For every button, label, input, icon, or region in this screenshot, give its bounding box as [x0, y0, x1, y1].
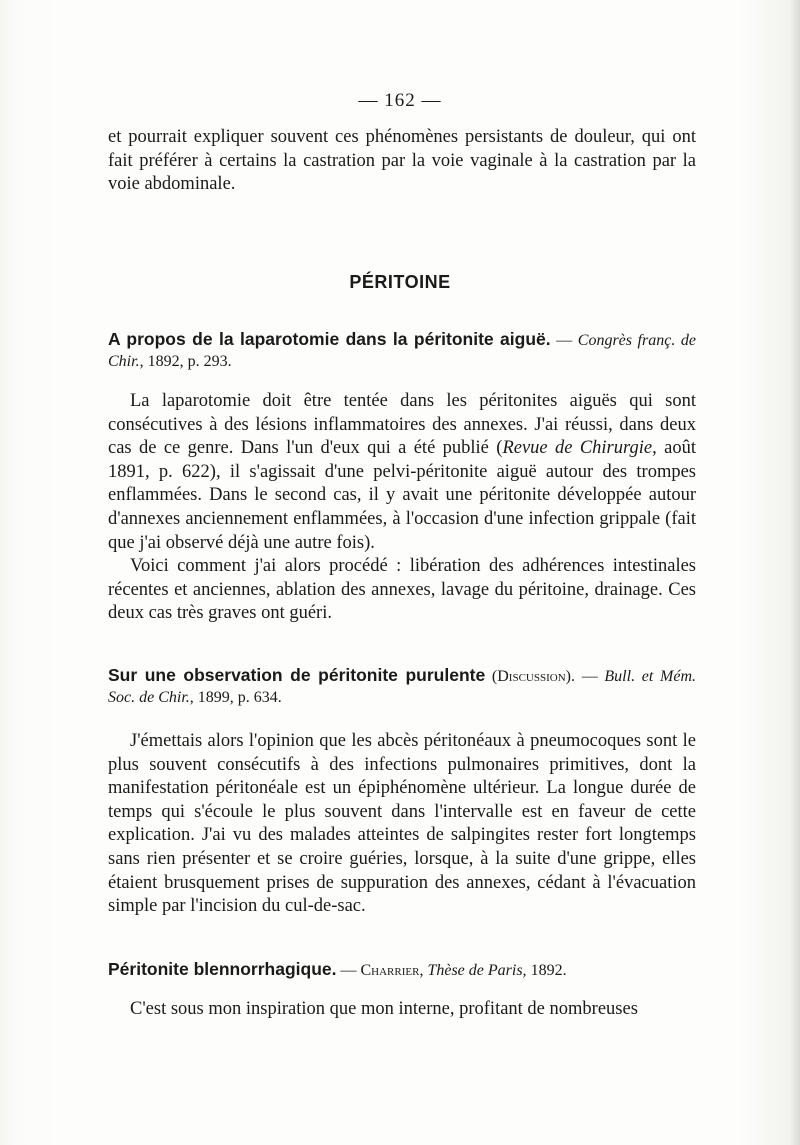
article1-paragraph1-end: , août 1891, p. 622), il s'agissait d'une pelvi-péritonite aiguë autour des trompes enflammées. Dans le second cas, il y avait une péritonite développée autour d'annexes anciennement enflammées, à l'occasion d'une infection grippale (fait que j'ai observé déjà une autre fois). — [108, 438, 696, 553]
article1-paragraph1 — [108, 390, 696, 555]
article3-author: Charrier, — [360, 962, 424, 979]
article2-dash: — — [574, 668, 605, 685]
intro-paragraph-block — [108, 126, 696, 197]
article1-body — [108, 390, 696, 626]
section-title: PÉRITOINE — [349, 272, 451, 292]
article3-reference: 1892. — [526, 962, 567, 979]
intro-paragraph: et pourrait expliquer souvent ces phénomènes persistants de douleur, qui ont fait préférer à certains la castration par la voie vaginale à la castration par la voie abdominale. — [108, 127, 696, 195]
article3-source: Thèse de Paris, — [423, 962, 527, 979]
article1-paragraph2: Voici comment j'ai alors procédé : libération des adhérences intestinales récentes et anciennes, ablation des annexes, lavage du péritoine, drainage. Ces deux cas très graves ont guéri. — [108, 556, 696, 624]
article2-reference: , 1899, p. 634. — [189, 689, 282, 706]
article2-title: Sur une observation de péritonite purulente — [108, 665, 486, 685]
page-number: — 162 — — [358, 90, 442, 111]
article1-paragraph1-start: La laparotomie doit être tentée dans les péritonites aiguës qui sont consécutives à des lésions inflammatoires des annexes. J'ai réussi, dans deux cas de ce genre. Dans l'un d'eux qui a été publié ( — [108, 391, 696, 459]
article2-note: (Discussion). — [485, 668, 575, 685]
article2-paragraph1: J'émettais alors l'opinion que les abcès péritonéaux à pneumocoques sont le plus souvent consécutifs à des infections pulmonaires primitives, dont la manifestation péritonéale est un épiphénomène ultérieur. La longue durée de temps qui s'écoule le plus souvent dans l'intervalle est en faveur de cette explication. J'ai vu des malades atteintes de salpingites rester fort longtemps sans rien présenter et se croire guéries, lorsque, à la suite d'une grippe, elles étaient brusquement prises de suppuration des annexes, cédant à l'évacuation simple par l'incision du cul-de-sac. — [108, 731, 696, 917]
article3-dash: — — [336, 962, 361, 979]
article2-heading — [108, 665, 696, 708]
article1-heading — [108, 329, 696, 372]
article1-dash: — — [550, 332, 578, 349]
article1-journal: Revue de Chirurgie — [502, 438, 653, 459]
article3-heading — [108, 959, 696, 981]
article3-body — [108, 998, 696, 1022]
article3-title: Péritonite blennorrhagique. — [108, 959, 337, 979]
article2-body — [108, 730, 696, 919]
article1-reference: , 1892, p. 293. — [139, 353, 232, 370]
article2-source: Bull. et Mém. Soc. de Chir. — [108, 668, 697, 706]
article1-title: A propos de la laparotomie dans la péritonite aiguë. — [108, 329, 551, 349]
article3-paragraph1: C'est sous mon inspiration que mon interne, profitant de nombreuses — [130, 999, 638, 1019]
article1-source: Congrès franç. de Chir. — [108, 332, 696, 370]
